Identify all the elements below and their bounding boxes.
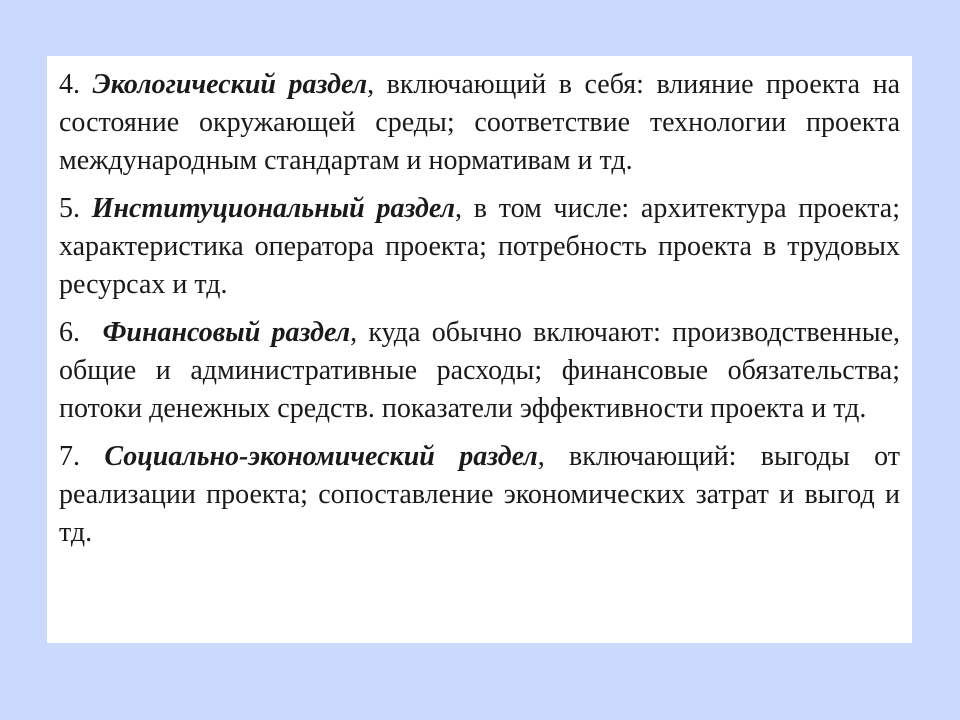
- section-number: 5.: [59, 193, 92, 224]
- section-description: , включающий: выгоды от реализации проекта; сопоставление экономических затрат и выгод и тд.: [59, 441, 901, 548]
- slide-content-panel: [47, 56, 912, 643]
- section-number: 4.: [59, 69, 93, 100]
- section-term: Финансовый раздел: [102, 317, 351, 348]
- section-description: , в том числе: архитектура проекта; характеристика оператора проекта; потребность проекта в трудовых ресурсах и тд.: [59, 193, 901, 300]
- section-term: Экологический раздел: [92, 69, 368, 100]
- section-number: 6.: [59, 317, 103, 348]
- section-term: Институциональный раздел: [91, 193, 456, 224]
- section-description: , куда обычно включают: производственные, общие и административные расходы; финансовые обязательства; потоки денежных средств. показатели эффективности проекта и тд.: [59, 317, 901, 424]
- section-4-paragraph: [59, 66, 900, 180]
- section-term: Социально-экономический раздел: [104, 441, 538, 472]
- section-6-paragraph: [59, 314, 900, 428]
- section-7-paragraph: [59, 438, 900, 552]
- section-number: 7.: [59, 441, 105, 472]
- section-5-paragraph: [59, 190, 900, 304]
- section-description: , включающий в себя: влияние проекта на состояние окружающей среды; соответствие технологии проекта международным стандартам и нормативам и тд.: [59, 69, 900, 176]
